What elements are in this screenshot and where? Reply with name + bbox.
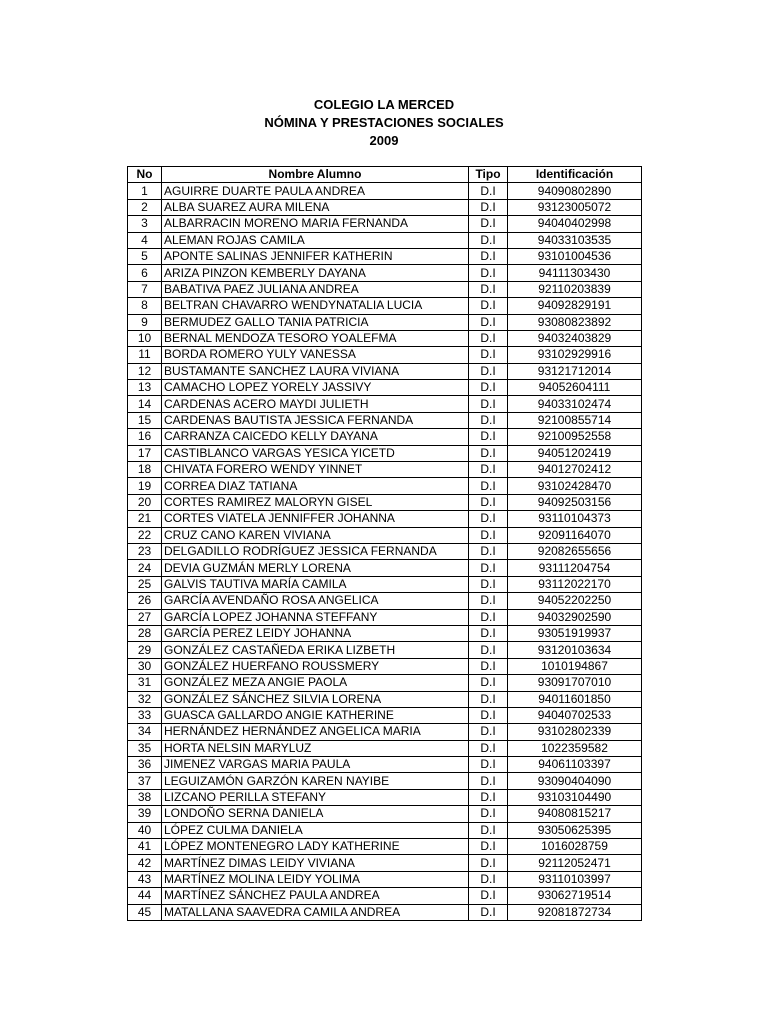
document-type: D.I bbox=[469, 412, 508, 428]
identification-number: 93102929916 bbox=[508, 347, 642, 363]
table-row bbox=[128, 478, 642, 494]
document-type: D.I bbox=[469, 904, 508, 920]
row-number: 33 bbox=[128, 707, 162, 723]
identification-number: 94080815217 bbox=[508, 806, 642, 822]
document-type: D.I bbox=[469, 232, 508, 248]
document-type: D.I bbox=[469, 478, 508, 494]
row-number: 8 bbox=[128, 298, 162, 314]
table-row bbox=[128, 511, 642, 527]
document-type: D.I bbox=[469, 740, 508, 756]
row-number: 22 bbox=[128, 527, 162, 543]
document-type: D.I bbox=[469, 330, 508, 346]
table-row bbox=[128, 609, 642, 625]
student-name: CARDENAS BAUTISTA JESSICA FERNANDA bbox=[162, 412, 469, 428]
row-number: 36 bbox=[128, 757, 162, 773]
student-name: CORTES VIATELA JENNIFFER JOHANNA bbox=[162, 511, 469, 527]
identification-number: 93111204754 bbox=[508, 560, 642, 576]
identification-number: 1022359582 bbox=[508, 740, 642, 756]
table-row bbox=[128, 707, 642, 723]
table-row bbox=[128, 576, 642, 592]
table-header-row bbox=[128, 167, 642, 183]
document-type: D.I bbox=[469, 658, 508, 674]
table-row bbox=[128, 593, 642, 609]
student-name: BORDA ROMERO YULY VANESSA bbox=[162, 347, 469, 363]
document-type: D.I bbox=[469, 625, 508, 641]
row-number: 31 bbox=[128, 675, 162, 691]
identification-number: 92110203839 bbox=[508, 281, 642, 297]
document-type: D.I bbox=[469, 248, 508, 264]
identification-number: 93102428470 bbox=[508, 478, 642, 494]
row-number: 23 bbox=[128, 543, 162, 559]
table-row bbox=[128, 248, 642, 264]
document-type: D.I bbox=[469, 707, 508, 723]
document-type: D.I bbox=[469, 888, 508, 904]
table-row bbox=[128, 494, 642, 510]
student-name: HORTA NELSIN MARYLUZ bbox=[162, 740, 469, 756]
row-number: 11 bbox=[128, 347, 162, 363]
document-type: D.I bbox=[469, 265, 508, 281]
identification-number: 93051919937 bbox=[508, 625, 642, 641]
row-number: 29 bbox=[128, 642, 162, 658]
row-number: 34 bbox=[128, 724, 162, 740]
student-name: GALVIS TAUTIVA MARÍA CAMILA bbox=[162, 576, 469, 592]
identification-number: 92112052471 bbox=[508, 855, 642, 871]
identification-number: 94033102474 bbox=[508, 396, 642, 412]
document-type: D.I bbox=[469, 380, 508, 396]
row-number: 10 bbox=[128, 330, 162, 346]
student-name: CARRANZA CAICEDO KELLY DAYANA bbox=[162, 429, 469, 445]
student-name: APONTE SALINAS JENNIFER KATHERIN bbox=[162, 248, 469, 264]
student-name: BUSTAMANTE SANCHEZ LAURA VIVIANA bbox=[162, 363, 469, 379]
student-name: BABATIVA PAEZ JULIANA ANDREA bbox=[162, 281, 469, 297]
identification-number: 94040702533 bbox=[508, 707, 642, 723]
identification-number: 92100855714 bbox=[508, 412, 642, 428]
row-number: 37 bbox=[128, 773, 162, 789]
identification-number: 94052604111 bbox=[508, 380, 642, 396]
student-name: CRUZ CANO KAREN VIVIANA bbox=[162, 527, 469, 543]
row-number: 35 bbox=[128, 740, 162, 756]
row-number: 2 bbox=[128, 199, 162, 215]
table-row bbox=[128, 330, 642, 346]
identification-number: 94012702412 bbox=[508, 462, 642, 478]
document-type: D.I bbox=[469, 855, 508, 871]
table-row bbox=[128, 183, 642, 199]
table-row bbox=[128, 396, 642, 412]
table-row bbox=[128, 232, 642, 248]
row-number: 21 bbox=[128, 511, 162, 527]
table-row bbox=[128, 281, 642, 297]
student-name: ALBARRACIN MORENO MARIA FERNANDA bbox=[162, 216, 469, 232]
identification-number: 93101004536 bbox=[508, 248, 642, 264]
row-number: 27 bbox=[128, 609, 162, 625]
identification-number: 93121712014 bbox=[508, 363, 642, 379]
document-type: D.I bbox=[469, 429, 508, 445]
row-number: 3 bbox=[128, 216, 162, 232]
student-name: CHIVATA FORERO WENDY YINNET bbox=[162, 462, 469, 478]
student-name: ARIZA PINZON KEMBERLY DAYANA bbox=[162, 265, 469, 281]
document-type: D.I bbox=[469, 216, 508, 232]
identification-number: 93090404090 bbox=[508, 773, 642, 789]
student-name: ALEMAN ROJAS CAMILA bbox=[162, 232, 469, 248]
row-number: 4 bbox=[128, 232, 162, 248]
document-type: D.I bbox=[469, 593, 508, 609]
identification-number: 94111303430 bbox=[508, 265, 642, 281]
row-number: 18 bbox=[128, 462, 162, 478]
table-row bbox=[128, 724, 642, 740]
table-row bbox=[128, 675, 642, 691]
document-type: D.I bbox=[469, 445, 508, 461]
document-type: D.I bbox=[469, 576, 508, 592]
student-name: GUASCA GALLARDO ANGIE KATHERINE bbox=[162, 707, 469, 723]
identification-number: 94033103535 bbox=[508, 232, 642, 248]
identification-number: 93103104490 bbox=[508, 789, 642, 805]
identification-number: 94052202250 bbox=[508, 593, 642, 609]
table-row bbox=[128, 429, 642, 445]
row-number: 6 bbox=[128, 265, 162, 281]
table-row bbox=[128, 265, 642, 281]
identification-number: 93112022170 bbox=[508, 576, 642, 592]
document-type: D.I bbox=[469, 494, 508, 510]
header-identificacion: Identificación bbox=[508, 167, 642, 183]
identification-number: 94092829191 bbox=[508, 298, 642, 314]
table-row bbox=[128, 560, 642, 576]
table-row bbox=[128, 773, 642, 789]
student-name: LÓPEZ MONTENEGRO LADY KATHERINE bbox=[162, 839, 469, 855]
identification-number: 93123005072 bbox=[508, 199, 642, 215]
document-year: 2009 bbox=[369, 133, 399, 148]
document-type: D.I bbox=[469, 462, 508, 478]
row-number: 12 bbox=[128, 363, 162, 379]
identification-number: 94090802890 bbox=[508, 183, 642, 199]
document-type: D.I bbox=[469, 642, 508, 658]
student-name: LEGUIZAMÓN GARZÓN KAREN NAYIBE bbox=[162, 773, 469, 789]
row-number: 45 bbox=[128, 904, 162, 920]
identification-number: 92082655656 bbox=[508, 543, 642, 559]
document-type: D.I bbox=[469, 314, 508, 330]
identification-number: 93080823892 bbox=[508, 314, 642, 330]
header-tipo: Tipo bbox=[469, 167, 508, 183]
document-type: D.I bbox=[469, 839, 508, 855]
student-name: DEVIA GUZMÁN MERLY LORENA bbox=[162, 560, 469, 576]
table-row bbox=[128, 625, 642, 641]
student-name: MARTÍNEZ MOLINA LEIDY YOLIMA bbox=[162, 871, 469, 887]
student-name: GARCÍA AVENDAÑO ROSA ANGELICA bbox=[162, 593, 469, 609]
document-type: D.I bbox=[469, 609, 508, 625]
row-number: 16 bbox=[128, 429, 162, 445]
identification-number: 94092503156 bbox=[508, 494, 642, 510]
table-row bbox=[128, 871, 642, 887]
student-name: LIZCANO PERILLA STEFANY bbox=[162, 789, 469, 805]
document-type: D.I bbox=[469, 560, 508, 576]
document-type: D.I bbox=[469, 396, 508, 412]
table-row bbox=[128, 298, 642, 314]
identification-number: 92081872734 bbox=[508, 904, 642, 920]
student-name: CARDENAS ACERO MAYDI JULIETH bbox=[162, 396, 469, 412]
row-number: 28 bbox=[128, 625, 162, 641]
student-name: BELTRAN CHAVARRO WENDYNATALIA LUCIA bbox=[162, 298, 469, 314]
table-row bbox=[128, 347, 642, 363]
header-no: No bbox=[128, 167, 162, 183]
row-number: 39 bbox=[128, 806, 162, 822]
table-row bbox=[128, 822, 642, 838]
student-name: LÓPEZ CULMA DANIELA bbox=[162, 822, 469, 838]
document-type: D.I bbox=[469, 724, 508, 740]
identification-number: 94061103397 bbox=[508, 757, 642, 773]
student-name: GONZÁLEZ CASTAÑEDA ERIKA LIZBETH bbox=[162, 642, 469, 658]
row-number: 38 bbox=[128, 789, 162, 805]
document-type: D.I bbox=[469, 511, 508, 527]
table-row bbox=[128, 855, 642, 871]
document-type: D.I bbox=[469, 675, 508, 691]
row-number: 41 bbox=[128, 839, 162, 855]
table-row bbox=[128, 543, 642, 559]
student-name: AGUIRRE DUARTE PAULA ANDREA bbox=[162, 183, 469, 199]
row-number: 14 bbox=[128, 396, 162, 412]
row-number: 20 bbox=[128, 494, 162, 510]
document-subtitle: NÓMINA Y PRESTACIONES SOCIALES bbox=[264, 115, 504, 130]
identification-number: 94032902590 bbox=[508, 609, 642, 625]
table-row bbox=[128, 740, 642, 756]
row-number: 25 bbox=[128, 576, 162, 592]
document-type: D.I bbox=[469, 199, 508, 215]
row-number: 44 bbox=[128, 888, 162, 904]
identification-number: 94032403829 bbox=[508, 330, 642, 346]
student-name: HERNÁNDEZ HERNÁNDEZ ANGELICA MARIA bbox=[162, 724, 469, 740]
document-type: D.I bbox=[469, 757, 508, 773]
table-row bbox=[128, 789, 642, 805]
row-number: 32 bbox=[128, 691, 162, 707]
header-student-name: Nombre Alumno bbox=[162, 167, 469, 183]
table-row bbox=[128, 839, 642, 855]
student-name: GARCÍA PEREZ LEIDY JOHANNA bbox=[162, 625, 469, 641]
identification-number: 93102802339 bbox=[508, 724, 642, 740]
student-name: CORTES RAMIREZ MALORYN GISEL bbox=[162, 494, 469, 510]
student-name: MARTÍNEZ DIMAS LEIDY VIVIANA bbox=[162, 855, 469, 871]
table-row bbox=[128, 658, 642, 674]
document-type: D.I bbox=[469, 871, 508, 887]
identification-number: 1010194867 bbox=[508, 658, 642, 674]
row-number: 13 bbox=[128, 380, 162, 396]
table-row bbox=[128, 363, 642, 379]
document-type: D.I bbox=[469, 347, 508, 363]
student-name: DELGADILLO RODRÍGUEZ JESSICA FERNANDA bbox=[162, 543, 469, 559]
row-number: 1 bbox=[128, 183, 162, 199]
student-name: GONZÁLEZ HUERFANO ROUSSMERY bbox=[162, 658, 469, 674]
table-row bbox=[128, 445, 642, 461]
table-row bbox=[128, 216, 642, 232]
student-name: CORREA DIAZ TATIANA bbox=[162, 478, 469, 494]
student-name: BERNAL MENDOZA TESORO YOALEFMA bbox=[162, 330, 469, 346]
row-number: 7 bbox=[128, 281, 162, 297]
table-row bbox=[128, 691, 642, 707]
identification-number: 92100952558 bbox=[508, 429, 642, 445]
student-name: GARCÍA LOPEZ JOHANNA STEFFANY bbox=[162, 609, 469, 625]
document-type: D.I bbox=[469, 527, 508, 543]
student-name: MARTÍNEZ SÁNCHEZ PAULA ANDREA bbox=[162, 888, 469, 904]
row-number: 26 bbox=[128, 593, 162, 609]
identification-number: 93050625395 bbox=[508, 822, 642, 838]
student-name: GONZÁLEZ SÁNCHEZ SILVIA LORENA bbox=[162, 691, 469, 707]
document-header bbox=[0, 96, 768, 150]
student-name: LONDOÑO SERNA DANIELA bbox=[162, 806, 469, 822]
table-row bbox=[128, 462, 642, 478]
row-number: 17 bbox=[128, 445, 162, 461]
identification-number: 93091707010 bbox=[508, 675, 642, 691]
student-name: ALBA SUAREZ AURA MILENA bbox=[162, 199, 469, 215]
table-row bbox=[128, 806, 642, 822]
table-row bbox=[128, 527, 642, 543]
table-row bbox=[128, 199, 642, 215]
document-type: D.I bbox=[469, 363, 508, 379]
student-roster-table bbox=[127, 166, 642, 921]
row-number: 42 bbox=[128, 855, 162, 871]
document-type: D.I bbox=[469, 806, 508, 822]
row-number: 30 bbox=[128, 658, 162, 674]
student-name: BERMUDEZ GALLO TANIA PATRICIA bbox=[162, 314, 469, 330]
row-number: 9 bbox=[128, 314, 162, 330]
row-number: 24 bbox=[128, 560, 162, 576]
document-type: D.I bbox=[469, 773, 508, 789]
table-row bbox=[128, 904, 642, 920]
student-name: CASTIBLANCO VARGAS YESICA YICETD bbox=[162, 445, 469, 461]
document-type: D.I bbox=[469, 822, 508, 838]
document-type: D.I bbox=[469, 183, 508, 199]
identification-number: 94040402998 bbox=[508, 216, 642, 232]
identification-number: 94051202419 bbox=[508, 445, 642, 461]
row-number: 19 bbox=[128, 478, 162, 494]
student-name: MATALLANA SAAVEDRA CAMILA ANDREA bbox=[162, 904, 469, 920]
identification-number: 93110103997 bbox=[508, 871, 642, 887]
table-row bbox=[128, 888, 642, 904]
table-row bbox=[128, 757, 642, 773]
school-name: COLEGIO LA MERCED bbox=[313, 97, 455, 112]
student-name: JIMENEZ VARGAS MARIA PAULA bbox=[162, 757, 469, 773]
identification-number: 93062719514 bbox=[508, 888, 642, 904]
row-number: 5 bbox=[128, 248, 162, 264]
table-row bbox=[128, 412, 642, 428]
student-name: GONZÁLEZ MEZA ANGIE PAOLA bbox=[162, 675, 469, 691]
identification-number: 94011601850 bbox=[508, 691, 642, 707]
identification-number: 1016028759 bbox=[508, 839, 642, 855]
student-name: CAMACHO LOPEZ YORELY JASSIVY bbox=[162, 380, 469, 396]
row-number: 43 bbox=[128, 871, 162, 887]
table-row bbox=[128, 642, 642, 658]
identification-number: 92091164070 bbox=[508, 527, 642, 543]
document-type: D.I bbox=[469, 298, 508, 314]
document-type: D.I bbox=[469, 691, 508, 707]
row-number: 15 bbox=[128, 412, 162, 428]
row-number: 40 bbox=[128, 822, 162, 838]
table-row bbox=[128, 314, 642, 330]
identification-number: 93110104373 bbox=[508, 511, 642, 527]
document-type: D.I bbox=[469, 543, 508, 559]
table-body bbox=[128, 183, 642, 921]
document-type: D.I bbox=[469, 789, 508, 805]
table-row bbox=[128, 380, 642, 396]
identification-number: 93120103634 bbox=[508, 642, 642, 658]
document-type: D.I bbox=[469, 281, 508, 297]
